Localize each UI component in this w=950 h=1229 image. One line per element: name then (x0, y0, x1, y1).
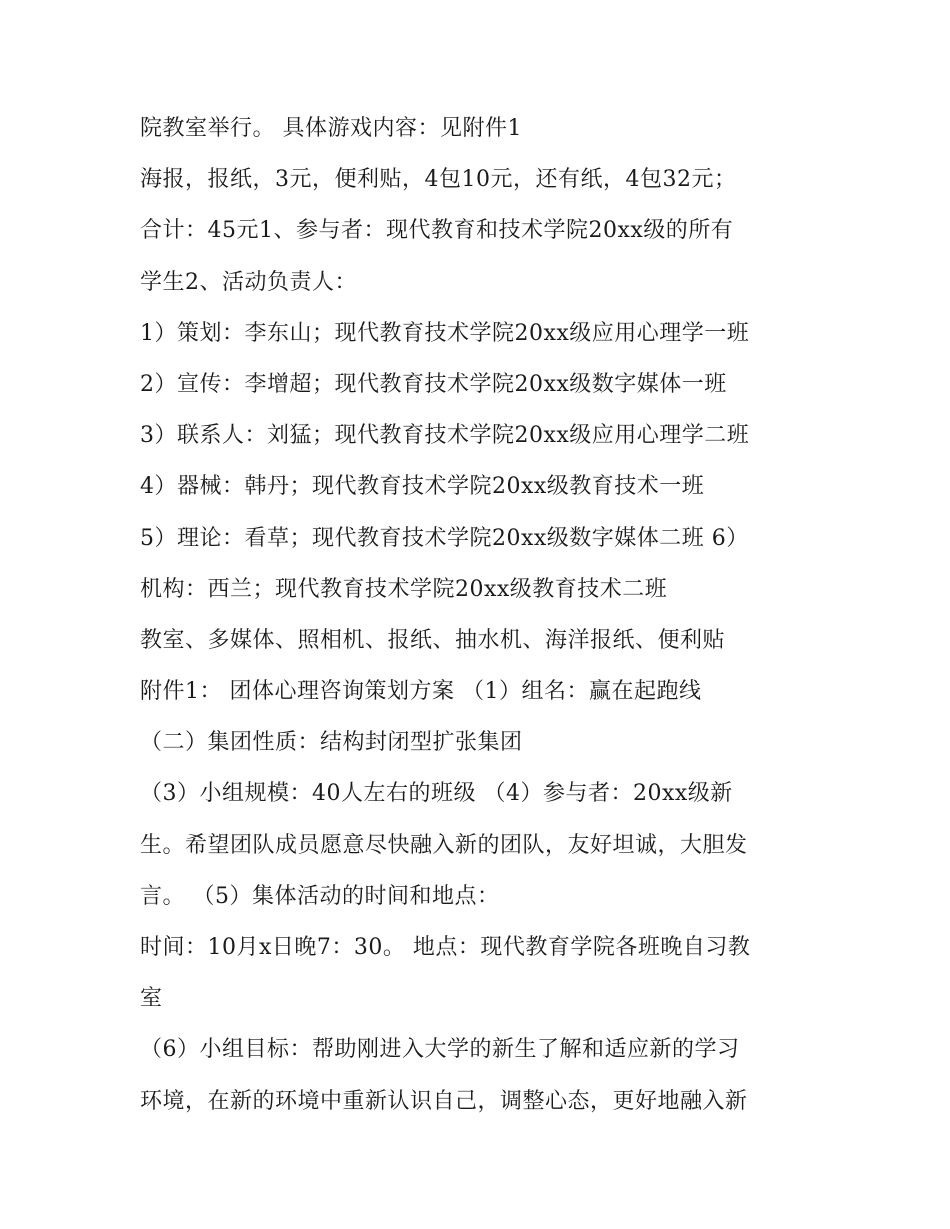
text-line: 5）理论：看草；现代教育技术学院20xx级数字媒体二班 6） (140, 525, 749, 551)
text-line: 言。 （5）集体活动的时间和地点： (140, 883, 500, 909)
text-line: （3）小组规模：40人左右的班级 （4）参与者：20xx级新 (140, 781, 733, 807)
text-line: 室 (140, 986, 163, 1012)
text-line: 合计：45元1、参与者：现代教育和技术学院20xx级的所有 (140, 218, 734, 244)
text-line: 3）联系人：刘猛；现代教育技术学院20xx级应用心理学二班 (140, 423, 750, 449)
text-line: （6）小组目标：帮助刚进入大学的新生了解和适应新的学习 (140, 1037, 740, 1063)
text-line: 教室、多媒体、照相机、报纸、抽水机、海洋报纸、便利贴 (140, 627, 726, 653)
text-line: 1）策划：李东山；现代教育技术学院20xx级应用心理学一班 (140, 320, 750, 346)
text-line: 附件1： 团体心理咨询策划方案 （1）组名：赢在起跑线 (140, 679, 702, 705)
text-line: 院教室举行。 具体游戏内容：见附件1 (140, 116, 522, 141)
text-line: 海报，报纸，3元，便利贴，4包10元，还有纸，4包32元； (140, 167, 737, 193)
text-line: 时间：10月x日晚7：30。 地点：现代教育学院各班晚自习教 (140, 935, 751, 960)
text-line: 2）宣传：李增超；现代教育技术学院20xx级数字媒体一班 (140, 371, 727, 397)
text-line: （二）集团性质：结构封闭型扩张集团 (140, 730, 523, 756)
text-line: 4）器械：韩丹；现代教育技术学院20xx级教育技术一班 (140, 474, 705, 500)
text-line: 学生2、活动负责人： (140, 269, 357, 295)
text-line: 机构：西兰；现代教育技术学院20xx级教育技术二班 (140, 576, 668, 602)
text-line: 环境，在新的环境中重新认识自己，调整心态，更好地融入新 (140, 1088, 748, 1114)
text-line: 生。希望团队成员愿意尽快融入新的团队，友好坦诚，大胆发 (140, 832, 748, 858)
document-body (140, 103, 840, 1127)
